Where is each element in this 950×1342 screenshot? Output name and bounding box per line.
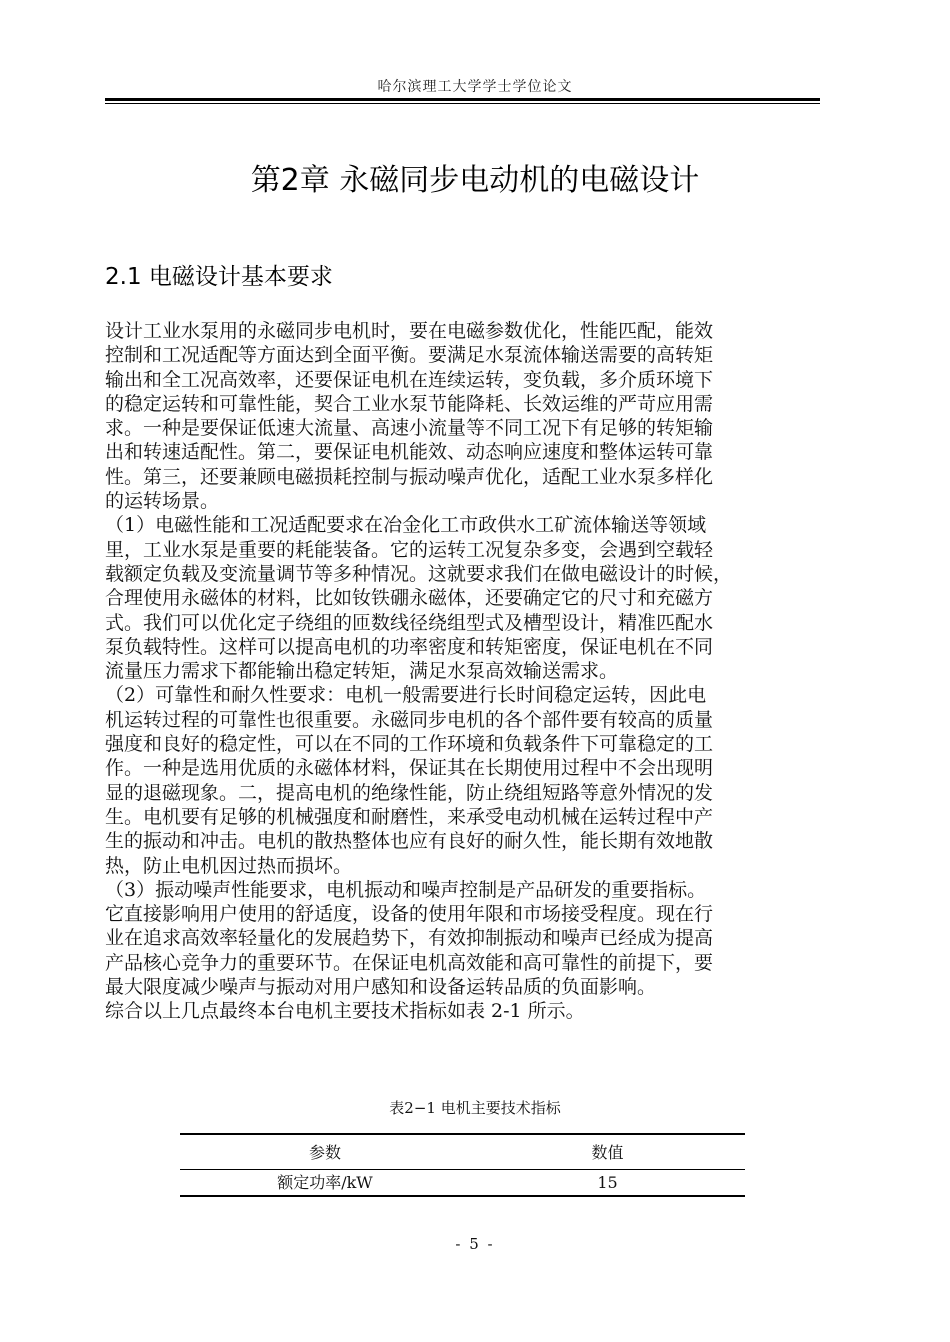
body-line: 综合以上几点最终本台电机主要技术指标如表 2-1 所示。 xyxy=(105,1000,585,1023)
body-line: 的运转场景。 xyxy=(105,490,220,513)
page-header: 哈尔滨理工大学学士学位论文 xyxy=(377,79,573,95)
body-line: 显的退磁现象。二，提高电机的绝缘性能，防止绕组短路等意外情况的发 xyxy=(105,781,714,804)
header-rule-thin xyxy=(105,103,820,104)
table-caption: 表2−1 电机主要技术指标 xyxy=(389,1099,561,1117)
body-line: （3）振动噪声性能要求，电机振动和噪声控制是产品研发的重要指标。 xyxy=(105,878,707,901)
spec-table xyxy=(180,1133,745,1197)
section-title: 2.1 电磁设计基本要求 xyxy=(105,264,333,290)
body-line: 合理使用永磁体的材料，比如钕铁硼永磁体，还要确定它的尺寸和充磁方 xyxy=(105,587,714,610)
body-line: 作。一种是选用优质的永磁体材料，保证其在长期使用过程中不会出现明 xyxy=(105,757,714,780)
table-header-param: 参数 xyxy=(180,1134,470,1170)
body-line: 出和转速适配性。第二，要保证电机能效、动态响应速度和整体运转可靠 xyxy=(105,441,714,464)
body-line: 的稳定运转和可靠性能，契合工业水泵节能降耗、长效运维的严苛应用需 xyxy=(105,392,714,415)
body-line: 热，防止电机因过热而损坏。 xyxy=(105,854,353,877)
table-cell: 15 xyxy=(470,1170,745,1197)
page-number: - 5 - xyxy=(455,1235,495,1253)
body-line: 里，工业水泵是重要的耗能装备。它的运转工况复杂多变，会遇到空载轻 xyxy=(105,538,714,561)
table-header-value: 数值 xyxy=(470,1134,745,1170)
body-line: （2）可靠性和耐久性要求：电机一般需要进行长时间稳定运转，因此电 xyxy=(105,684,707,707)
table-row xyxy=(180,1170,745,1197)
body-line: 机运转过程的可靠性也很重要。永磁同步电机的各个部件要有较高的质量 xyxy=(105,708,714,731)
body-line: 求。一种是要保证低速大流量、高速小流量等不同工况下有足够的转矩输 xyxy=(105,417,714,440)
body-line: 生。电机要有足够的机械强度和耐磨性，来承受电动机械在运转过程中产 xyxy=(105,805,714,828)
chapter-title: 第2章 永磁同步电动机的电磁设计 xyxy=(250,163,700,198)
body-line: （1）电磁性能和工况适配要求在冶金化工市政供水工矿流体输送等领域 xyxy=(105,514,707,537)
body-line: 载额定负载及变流量调节等多种情况。这就要求我们在做电磁设计的时候， xyxy=(105,562,733,585)
body-line: 生的振动和冲击。电机的散热整体也应有良好的耐久性，能长期有效地散 xyxy=(105,830,714,853)
table-header-row xyxy=(180,1134,745,1170)
body-line: 产品核心竞争力的重要环节。在保证电机高效能和高可靠性的前提下，要 xyxy=(105,951,714,974)
body-line: 最大限度减少噪声与振动对用户感知和设备运转品质的负面影响。 xyxy=(105,976,657,999)
body-line: 式。我们可以优化定子绕组的匝数线径绕组型式及槽型设计，精准匹配水 xyxy=(105,611,714,634)
body-line: 设计工业水泵用的永磁同步电机时，要在电磁参数优化，性能匹配，能效 xyxy=(105,320,714,342)
body-line: 强度和良好的稳定性，可以在不同的工作环境和负载条件下可靠稳定的工 xyxy=(105,733,714,756)
body-text xyxy=(105,319,823,1024)
body-line: 业在追求高效率轻量化的发展趋势下，有效抑制振动和噪声已经成为提高 xyxy=(105,927,714,950)
body-line: 性。第三，还要兼顾电磁损耗控制与振动噪声优化，适配工业水泵多样化 xyxy=(105,465,714,488)
body-line: 它直接影响用户使用的舒适度，设备的使用年限和市场接受程度。现在行 xyxy=(105,903,714,926)
body-line: 泵负载特性。这样可以提高电机的功率密度和转矩密度，保证电机在不同 xyxy=(105,635,714,658)
header-rule-thick xyxy=(105,98,820,101)
body-line: 输出和全工况高效率，还要保证电机在连续运转，变负载，多介质环境下 xyxy=(105,368,714,391)
body-line: 流量压力需求下都能输出稳定转矩，满足水泵高效输送需求。 xyxy=(105,660,619,683)
table-cell: 额定功率/kW xyxy=(180,1170,470,1197)
body-line: 控制和工况适配等方面达到全面平衡。要满足水泵流体输送需要的高转矩 xyxy=(105,344,714,367)
